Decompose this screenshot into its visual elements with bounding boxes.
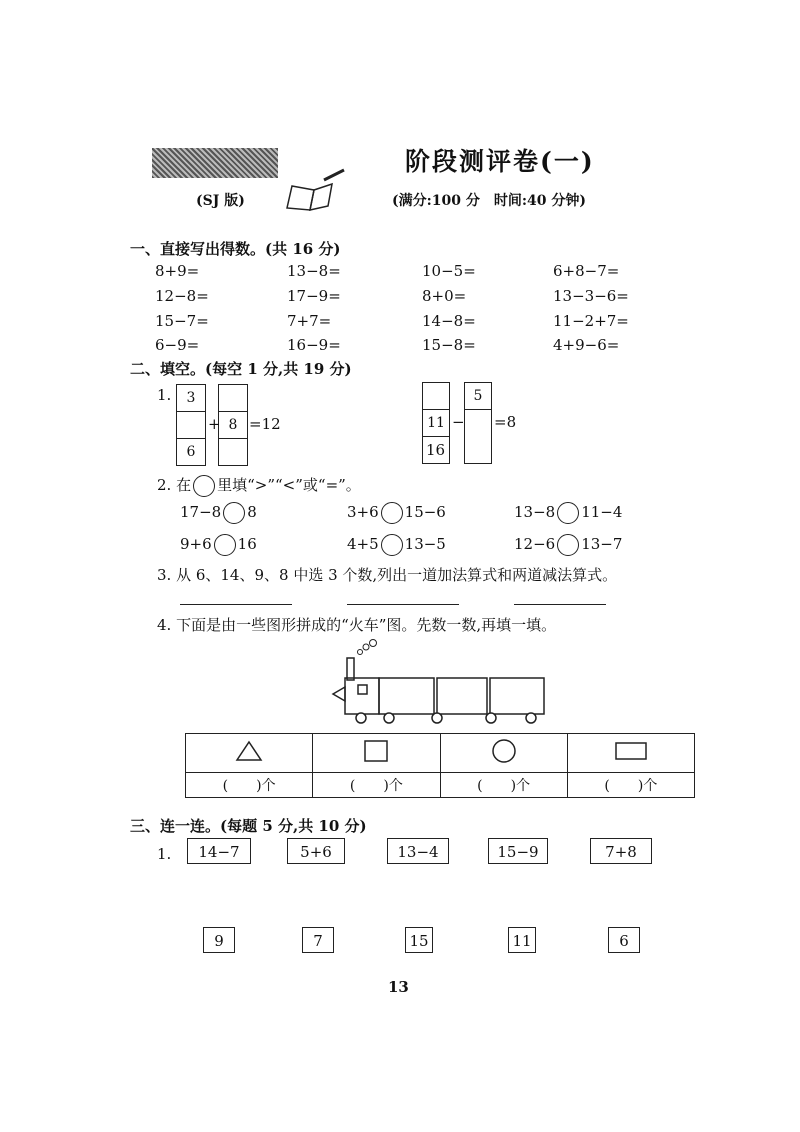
- minus-sign: −: [452, 413, 465, 431]
- calc-item: 16−9=: [287, 336, 341, 354]
- compare-circle[interactable]: [557, 502, 579, 524]
- match-answer-box[interactable]: 7: [302, 927, 334, 953]
- match-answer-box[interactable]: 11: [508, 927, 536, 953]
- frame-cell-blank-right[interactable]: [464, 409, 492, 464]
- frame-cell-bottom-left: 6: [176, 438, 206, 466]
- frame-cell-11: 11: [422, 409, 450, 437]
- compare-circle[interactable]: [381, 502, 403, 524]
- calc-item: 4+9−6=: [553, 336, 620, 354]
- calc-item: 10−5=: [422, 262, 476, 280]
- engine-rect: [345, 678, 379, 714]
- compare-circle[interactable]: [223, 502, 245, 524]
- compare-circle[interactable]: [557, 534, 579, 556]
- wheel-circle: [384, 713, 394, 723]
- smoke-circle: [363, 644, 369, 650]
- calc-item: 8+0=: [422, 287, 467, 305]
- calc-item: 12−8=: [155, 287, 209, 305]
- plus-sign: +: [208, 415, 221, 433]
- compare-circle[interactable]: [214, 534, 236, 556]
- compare-item: 17−8 8: [180, 502, 257, 524]
- section2-heading: 二、填空。(每空 1 分,共 19 分): [130, 360, 352, 378]
- car-rect: [379, 678, 434, 714]
- rectangle-count[interactable]: ( )个: [567, 773, 694, 798]
- score-time-label: (满分:100 分 时间:40 分钟): [392, 193, 587, 209]
- frame-cell-5: 5: [464, 382, 492, 410]
- wheel-circle: [486, 713, 496, 723]
- smoke-circle: [370, 640, 377, 647]
- calc-item: 13−3−6=: [553, 287, 629, 305]
- match-answer-box[interactable]: 9: [203, 927, 235, 953]
- q2-prompt: 2. 在 里填“>”“<”或“=”。: [157, 474, 361, 497]
- circle-shape-cell: [440, 734, 567, 773]
- calc-item: 15−7=: [155, 312, 209, 330]
- page-number: 13: [388, 978, 409, 996]
- triangle-shape-cell: [186, 734, 313, 773]
- shape-count-table: [185, 733, 695, 798]
- chimney-rect: [347, 658, 354, 680]
- square-shape-cell: [313, 734, 440, 773]
- car-rect: [490, 678, 544, 714]
- triangle-count[interactable]: ( )个: [186, 773, 313, 798]
- window-square: [358, 685, 367, 694]
- page-title: 阶段测评卷(一): [405, 147, 595, 176]
- q4-text: 4. 下面是由一些图形拼成的“火车”图。先数一数,再填一填。: [157, 616, 557, 634]
- frame-cell-16: 16: [426, 441, 446, 459]
- calc-item: 8+9=: [155, 262, 200, 280]
- compare-item: 4+5 13−5: [347, 534, 446, 556]
- match-expression-box[interactable]: 13−4: [387, 838, 449, 864]
- rectangle-shape-cell: [567, 734, 694, 773]
- edition-label: (SJ 版): [196, 193, 245, 209]
- match-answer-box[interactable]: 6: [608, 927, 640, 953]
- match-expression-box[interactable]: 5+6: [287, 838, 345, 864]
- q1-number: 1.: [157, 386, 172, 404]
- match-answer-box[interactable]: 15: [405, 927, 433, 953]
- circle-count[interactable]: ( )个: [440, 773, 567, 798]
- right-frame-result: =8: [494, 413, 517, 431]
- square-count[interactable]: ( )个: [313, 773, 440, 798]
- series-logo-banner: [152, 148, 278, 178]
- answer-line-3[interactable]: [514, 604, 606, 605]
- book-and-pen-icon: [282, 168, 352, 213]
- match-expression-box[interactable]: 15−9: [488, 838, 548, 864]
- answer-line-2[interactable]: [347, 604, 459, 605]
- calc-item: 7+7=: [287, 312, 332, 330]
- wheel-circle: [526, 713, 536, 723]
- compare-item: 12−6 13−7: [514, 534, 622, 556]
- calc-item: 17−9=: [287, 287, 341, 305]
- q3-text: 3. 从 6、14、9、8 中选 3 个数,列出一道加法算式和两道减法算式。: [157, 566, 618, 584]
- section3-q-number: 1.: [157, 845, 172, 863]
- calc-item: 6−9=: [155, 336, 200, 354]
- compare-circle[interactable]: [381, 534, 403, 556]
- smoke-circle: [358, 650, 363, 655]
- compare-item: 3+6 15−6: [347, 502, 446, 524]
- section1-heading: 一、直接写出得数。(共 16 分): [130, 240, 341, 258]
- circle-symbol: [193, 475, 215, 497]
- calc-item: 6+8−7=: [553, 262, 620, 280]
- answer-line-1[interactable]: [180, 604, 292, 605]
- calc-item: 15−8=: [422, 336, 476, 354]
- frame-cell-blank[interactable]: [176, 411, 206, 439]
- calc-item: 14−8=: [422, 312, 476, 330]
- match-expression-box[interactable]: 7+8: [590, 838, 652, 864]
- frame-cell-middle: 8: [218, 411, 248, 439]
- calc-item: 13−8=: [287, 262, 341, 280]
- section3-heading: 三、连一连。(每题 5 分,共 10 分): [130, 817, 367, 835]
- compare-item: 9+6 16: [180, 534, 257, 556]
- match-expression-box[interactable]: 14−7: [187, 838, 251, 864]
- calc-item: 11−2+7=: [553, 312, 629, 330]
- train-figure: [325, 638, 550, 726]
- left-frame-result: =12: [249, 415, 281, 433]
- car-rect: [437, 678, 487, 714]
- wheel-circle: [356, 713, 366, 723]
- compare-item: 13−8 11−4: [514, 502, 622, 524]
- frame-cell-top-left: 3: [176, 384, 206, 412]
- wheel-circle: [432, 713, 442, 723]
- front-triangle: [333, 687, 345, 701]
